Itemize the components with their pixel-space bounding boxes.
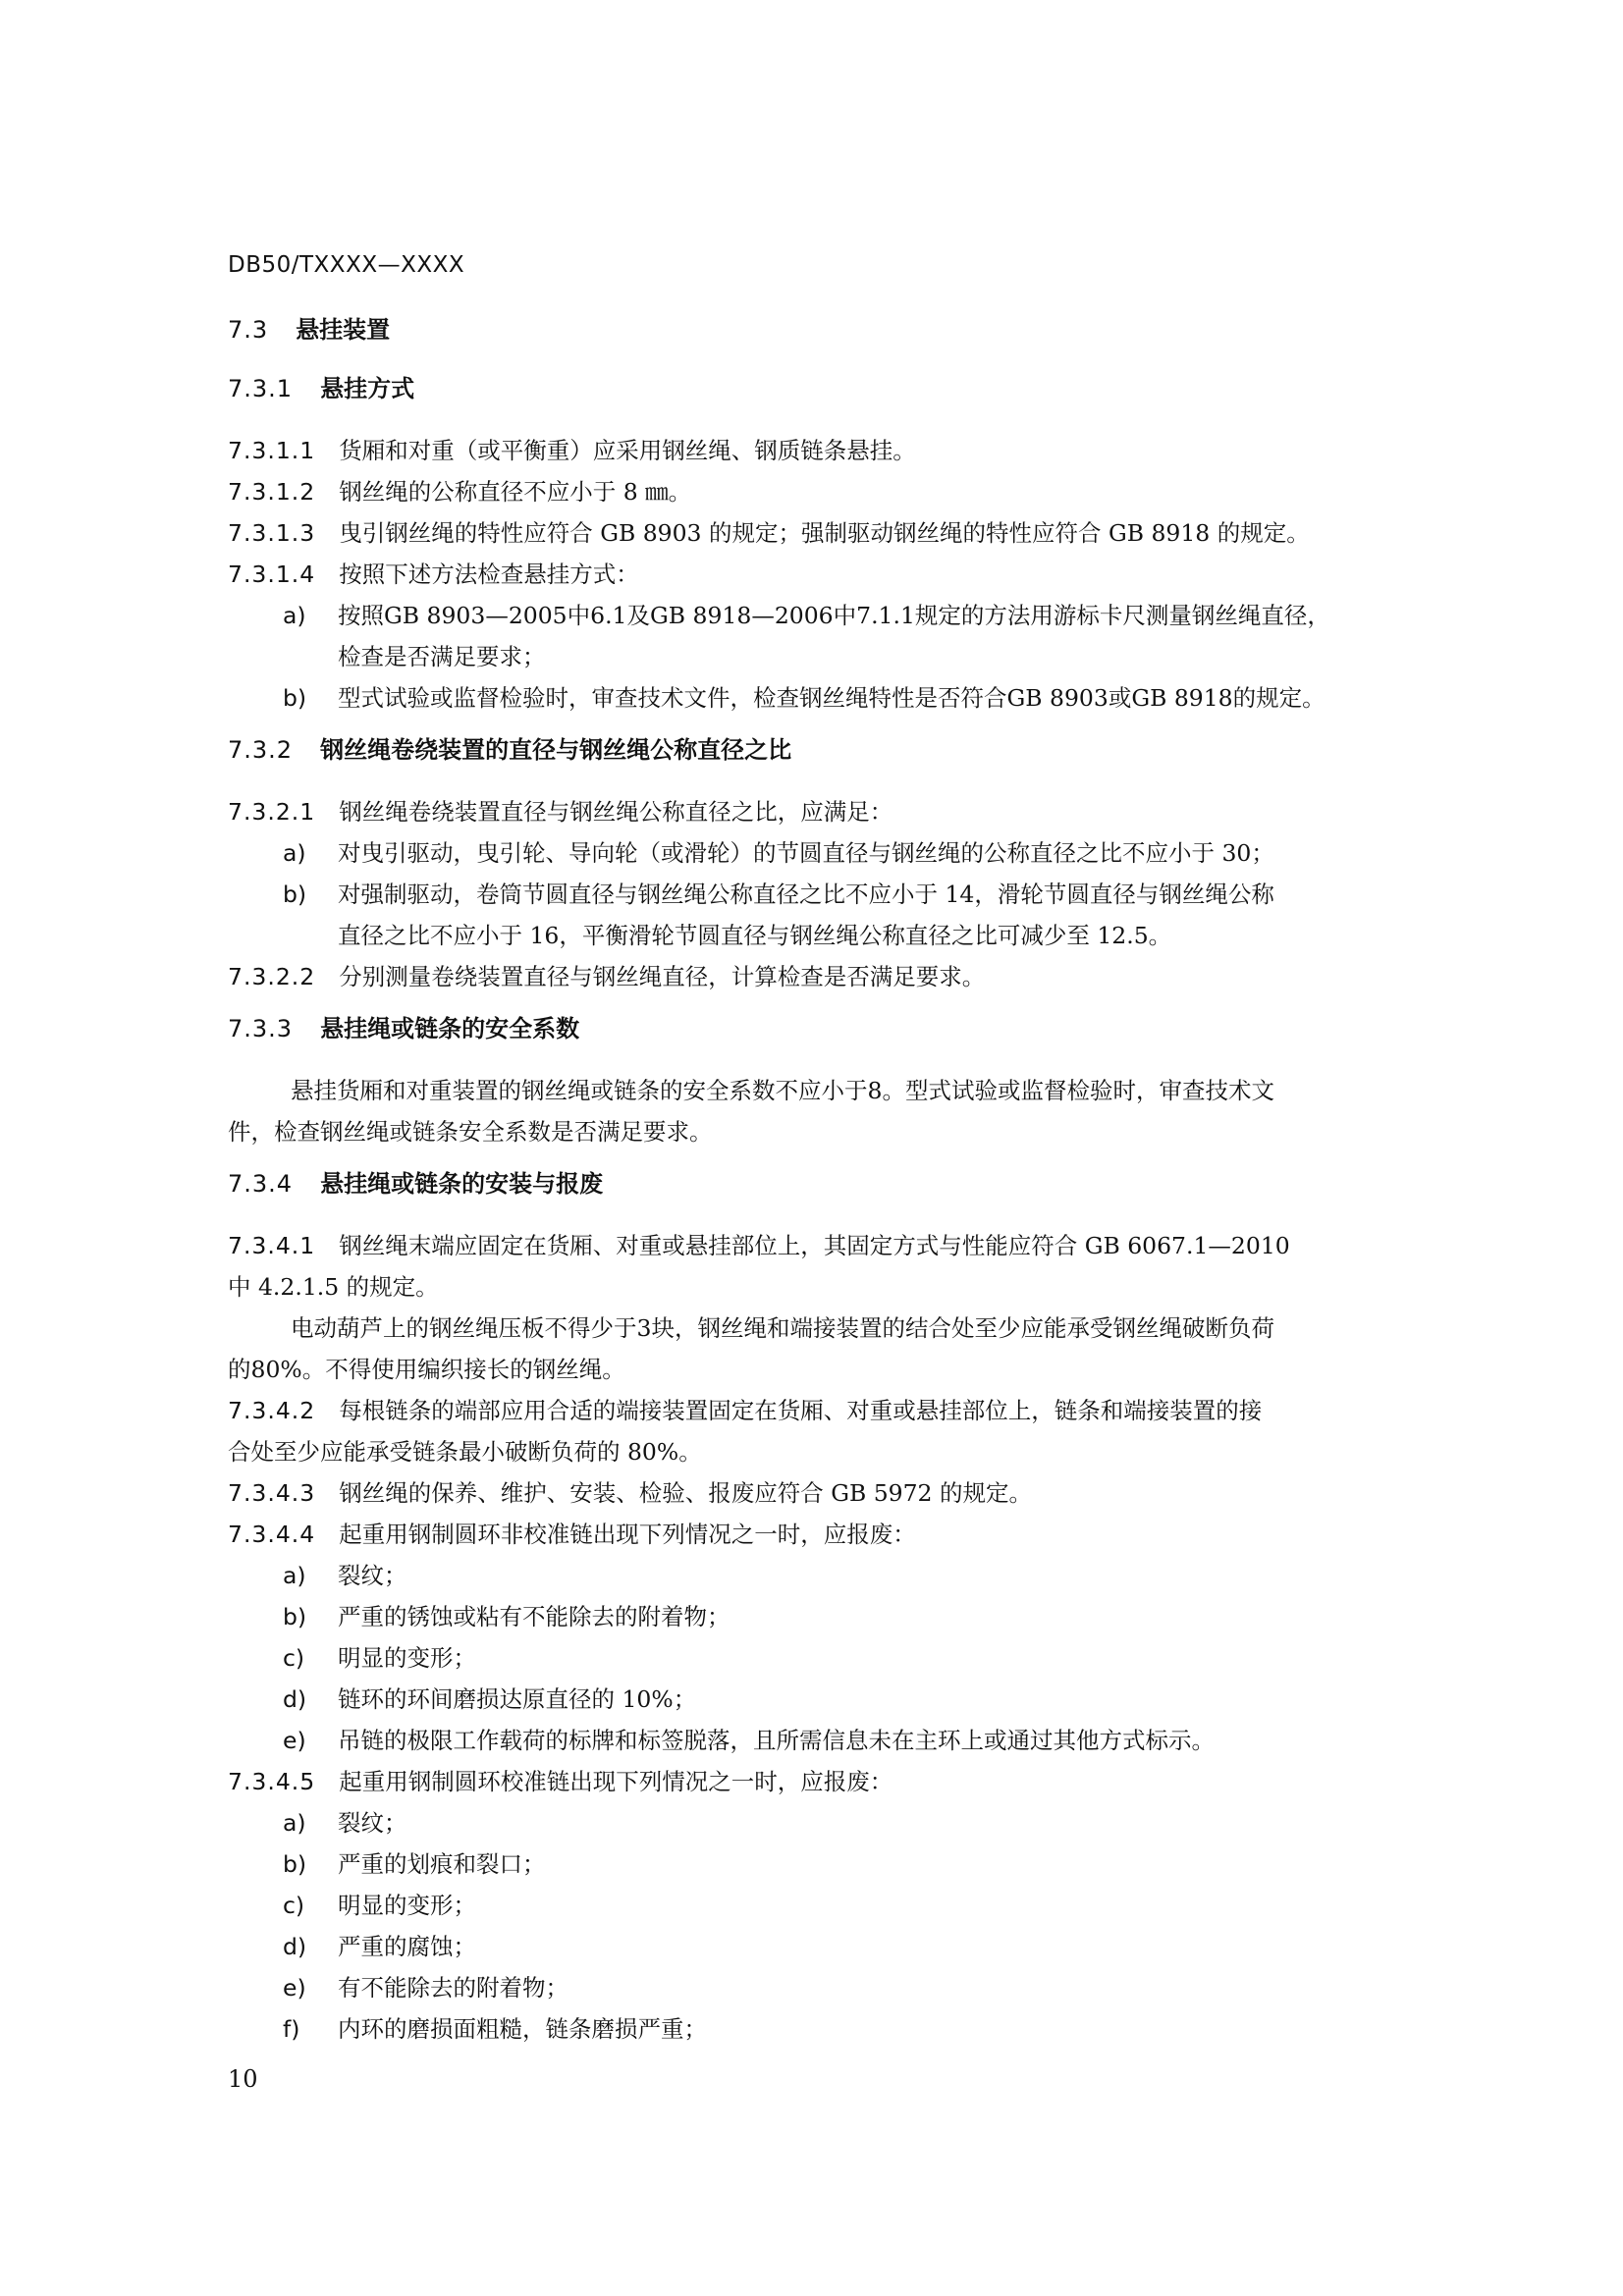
list-marker: b) (283, 1850, 307, 1878)
clause-text: 起重用钢制圆环校准链出现下列情况之一时，应报废： (339, 1768, 893, 1795)
clause-number: 7.3.2.1 (228, 798, 316, 826)
section-title: 悬挂绳或链条的安全系数 (320, 1015, 580, 1042)
clause-7-3-1-3 (228, 512, 1428, 554)
clause-number: 7.3.1.2 (228, 478, 316, 506)
clause-text: 每根链条的端部应用合适的端接装置固定在货厢、对重或悬挂部位上，链条和端接装置的接 (339, 1397, 1263, 1424)
paragraph-line: 中 4.2.1.5 的规定。 (228, 1273, 439, 1301)
list-text: 严重的腐蚀； (338, 1933, 476, 1960)
list-text: 明显的变形； (338, 1892, 476, 1919)
clause-number: 7.3.4.4 (228, 1521, 316, 1548)
clause-text: 钢丝绳的保养、维护、安装、检验、报废应符合 GB 5972 的规定。 (339, 1479, 1032, 1507)
clause-number: 7.3.1.1 (228, 437, 316, 464)
section-title: 悬挂绳或链条的安装与报废 (320, 1170, 604, 1198)
list-item-continuation (228, 636, 1428, 677)
section-number: 7.3 (228, 316, 269, 344)
list-item (228, 1843, 1428, 1885)
list-marker: b) (283, 684, 307, 712)
list-marker: b) (283, 881, 307, 908)
clause-7-3-2-2 (228, 956, 1428, 997)
clause-7-3-4-5 (228, 1761, 1428, 1802)
section-heading-7-3-1 (228, 371, 1428, 406)
section-heading-7-3-3 (228, 1011, 1428, 1046)
clause-number: 7.3.1.3 (228, 519, 316, 547)
section-heading-7-3-4 (228, 1166, 1428, 1201)
clause-number: 7.3.4.3 (228, 1479, 316, 1507)
section-title: 钢丝绳卷绕装置的直径与钢丝绳公称直径之比 (320, 736, 792, 764)
page-content (228, 312, 1428, 2050)
clause-7-3-4-3 (228, 1472, 1428, 1514)
list-text: 吊链的极限工作载荷的标牌和标签脱落，且所需信息未在主环上或通过其他方式标示。 (338, 1727, 1215, 1754)
clause-text: 钢丝绳的公称直径不应小于 8 ㎜。 (339, 478, 692, 506)
clause-7-3-1-2 (228, 471, 1428, 512)
clause-7-3-4-4 (228, 1514, 1428, 1555)
list-item (228, 1967, 1428, 2008)
list-text: 严重的划痕和裂口； (338, 1850, 546, 1878)
list-text: 型式试验或监督检验时，审查技术文件，检查钢丝绳特性是否符合GB 8903或GB 8918的规定。 (338, 684, 1325, 712)
clause-text: 曳引钢丝绳的特性应符合 GB 8903 的规定；强制驱动钢丝绳的特性应符合 GB 8918 的规定。 (339, 519, 1310, 547)
clause-number: 7.3.4.5 (228, 1768, 316, 1795)
clause-7-3-4-1 (228, 1225, 1428, 1266)
list-marker: d) (283, 1933, 307, 1960)
clause-7-3-1-4 (228, 554, 1428, 595)
clause-number: 7.3.4.1 (228, 1232, 316, 1259)
clause-text: 钢丝绳末端应固定在货厢、对重或悬挂部位上，其固定方式与性能应符合 GB 6067.1—2010 (339, 1232, 1290, 1259)
list-marker: a) (283, 1809, 306, 1837)
list-item (228, 1596, 1428, 1637)
section-number: 7.3.1 (228, 375, 294, 402)
section-heading-7-3 (228, 312, 1428, 347)
list-marker: e) (283, 1727, 306, 1754)
section-title: 悬挂方式 (320, 375, 415, 402)
document-code: DB50/TXXXX—XXXX (228, 252, 465, 278)
section-number: 7.3.2 (228, 736, 294, 764)
list-item (228, 832, 1428, 874)
paragraph-line: 件，检查钢丝绳或链条安全系数是否满足要求。 (228, 1118, 713, 1146)
list-marker: f) (283, 2015, 300, 2043)
list-text: 裂纹； (338, 1809, 407, 1837)
clause-text: 分别测量卷绕装置直径与钢丝绳直径，计算检查是否满足要求。 (339, 963, 986, 990)
list-marker: d) (283, 1685, 307, 1713)
paragraph-line: 电动葫芦上的钢丝绳压板不得少于3块，钢丝绳和端接装置的结合处至少应能承受钢丝绳破断负荷 (291, 1314, 1274, 1342)
paragraph-line: 合处至少应能承受链条最小破断负荷的 80%。 (228, 1438, 702, 1466)
list-marker: e) (283, 1974, 306, 2002)
list-marker: b) (283, 1603, 307, 1630)
list-item (228, 1555, 1428, 1596)
list-text: 对曳引驱动，曳引轮、导向轮（或滑轮）的节圆直径与钢丝绳的公称直径之比不应小于 30； (338, 839, 1274, 867)
clause-number: 7.3.4.2 (228, 1397, 316, 1424)
list-marker: c) (283, 1892, 305, 1919)
list-text: 明显的变形； (338, 1644, 476, 1672)
list-text: 直径之比不应小于 16，平衡滑轮节圆直径与钢丝绳公称直径之比可减少至 12.5。 (338, 922, 1172, 949)
clause-7-3-1-1 (228, 430, 1428, 471)
list-item (228, 1720, 1428, 1761)
list-text: 内环的磨损面粗糙，链条磨损严重； (338, 2015, 707, 2043)
list-item (228, 2008, 1428, 2050)
list-item (228, 1637, 1428, 1679)
list-item (228, 1802, 1428, 1843)
list-item (228, 677, 1428, 719)
list-item (228, 1885, 1428, 1926)
clause-text: 按照下述方法检查悬挂方式： (339, 561, 639, 588)
list-marker: a) (283, 602, 306, 629)
list-marker: c) (283, 1644, 305, 1672)
list-marker: a) (283, 839, 306, 867)
section-heading-7-3-2 (228, 732, 1428, 768)
list-item (228, 595, 1428, 636)
clause-7-3-4-2 (228, 1390, 1428, 1431)
clause-number: 7.3.1.4 (228, 561, 316, 588)
clause-text: 起重用钢制圆环非校准链出现下列情况之一时，应报废： (339, 1521, 916, 1548)
clause-number: 7.3.2.2 (228, 963, 316, 990)
page-number: 10 (228, 2065, 258, 2093)
list-text: 按照GB 8903—2005中6.1及GB 8918—2006中7.1.1规定的方法用游标卡尺测量钢丝绳直径， (338, 602, 1330, 629)
list-item (228, 1679, 1428, 1720)
list-text: 严重的锈蚀或粘有不能除去的附着物； (338, 1603, 730, 1630)
list-item-continuation (228, 915, 1428, 956)
paragraph-line: 悬挂货厢和对重装置的钢丝绳或链条的安全系数不应小于8。型式试验或监督检验时，审查技术文 (291, 1077, 1274, 1104)
clause-7-3-2-1 (228, 791, 1428, 832)
paragraph-line: 的80%。不得使用编织接长的钢丝绳。 (228, 1356, 625, 1383)
section-title: 悬挂装置 (296, 316, 391, 344)
list-marker: a) (283, 1562, 306, 1589)
list-item (228, 874, 1428, 915)
list-text: 有不能除去的附着物； (338, 1974, 568, 2002)
clause-text: 货厢和对重（或平衡重）应采用钢丝绳、钢质链条悬挂。 (339, 437, 916, 464)
section-number: 7.3.4 (228, 1170, 294, 1198)
list-text: 对强制驱动，卷筒节圆直径与钢丝绳公称直径之比不应小于 14，滑轮节圆直径与钢丝绳公称 (338, 881, 1274, 908)
section-number: 7.3.3 (228, 1015, 294, 1042)
list-text: 链环的环间磨损达原直径的 10%； (338, 1685, 697, 1713)
list-text: 检查是否满足要求； (338, 643, 546, 670)
list-item (228, 1926, 1428, 1967)
clause-text: 钢丝绳卷绕装置直径与钢丝绳公称直径之比，应满足： (339, 798, 893, 826)
list-text: 裂纹； (338, 1562, 407, 1589)
